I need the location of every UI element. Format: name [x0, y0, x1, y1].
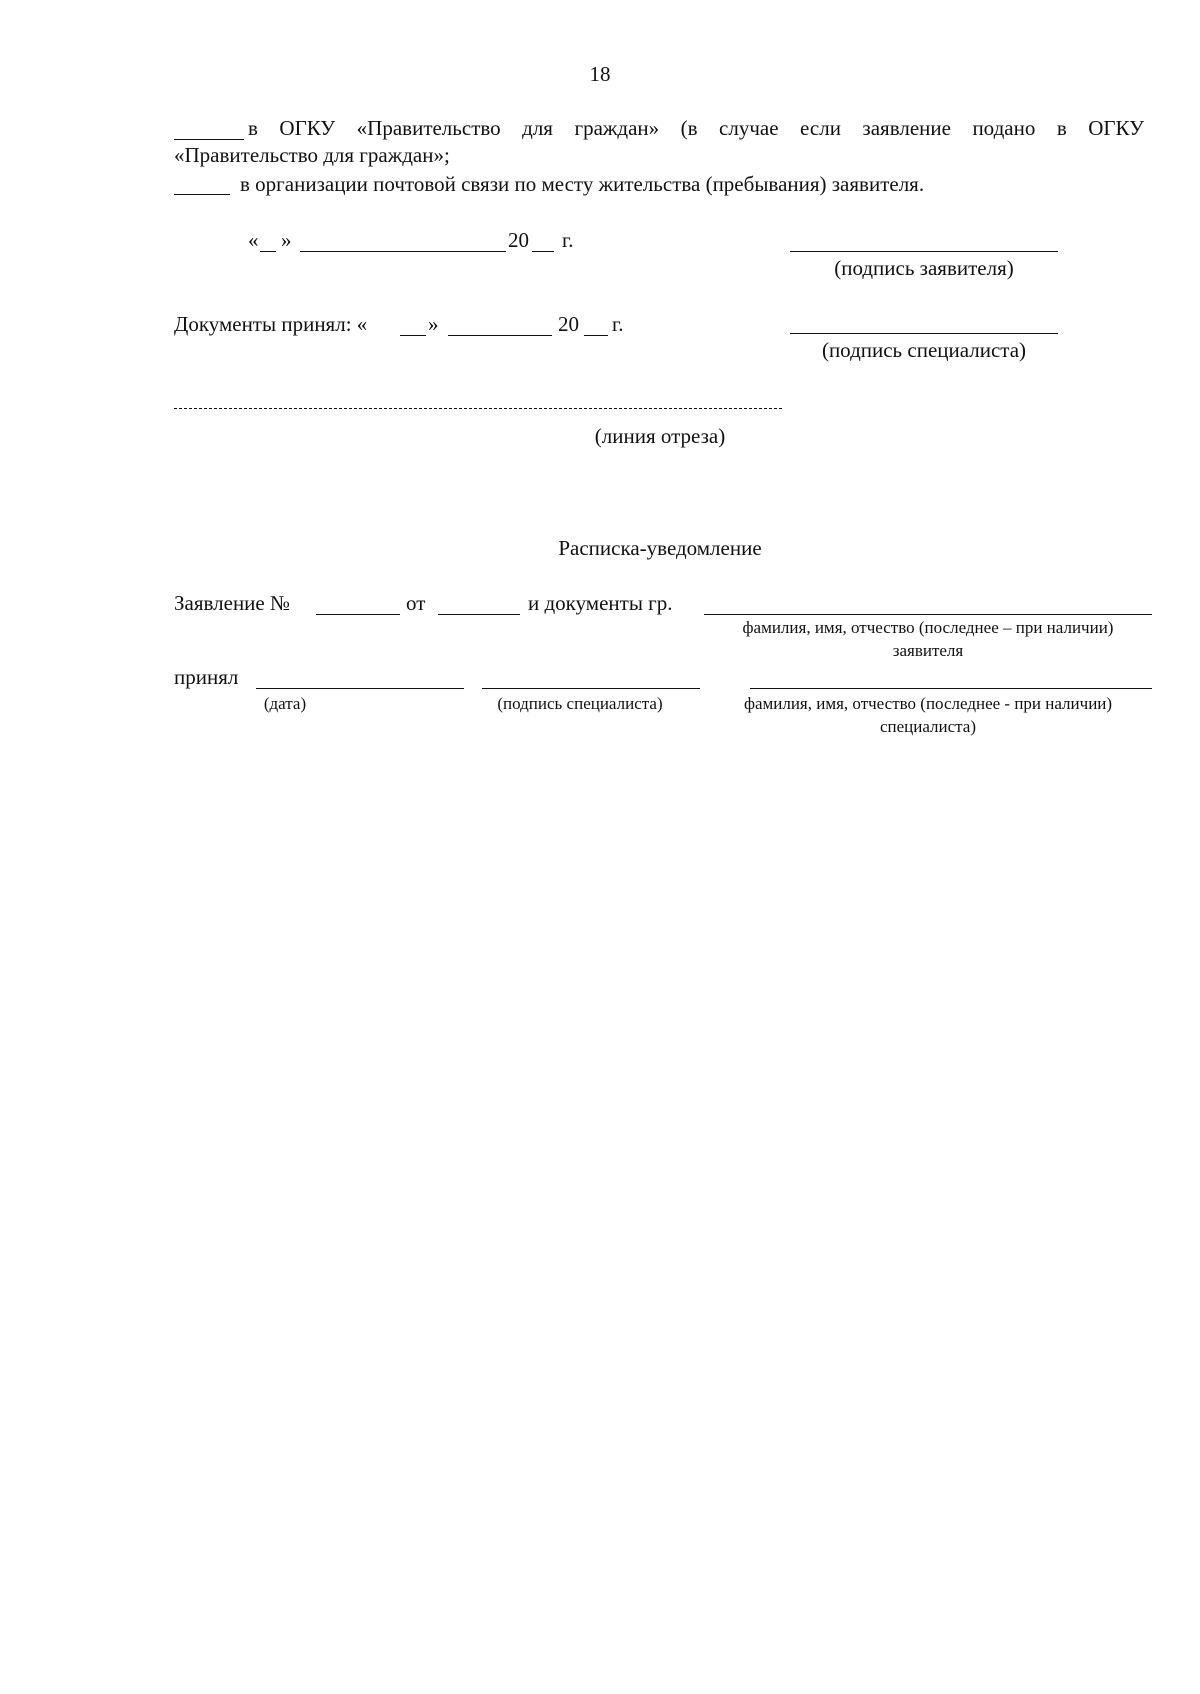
- accepted-by-label: принял: [174, 665, 239, 689]
- statement-number-label: Заявление №: [174, 591, 291, 615]
- cut-line-caption: (линия отреза): [594, 424, 726, 448]
- cut-line: [174, 408, 782, 409]
- applicant-signature-line: [790, 251, 1058, 252]
- accepted-year-blank: [584, 335, 608, 336]
- accepted-signature-caption: (подпись специалиста): [497, 694, 663, 713]
- accepted-year-suffix: г.: [612, 312, 624, 336]
- accepted-date-line: [256, 688, 464, 689]
- specialist-name-line: [750, 688, 1152, 689]
- applicant-year-suffix: г.: [562, 228, 574, 252]
- accepted-date-close: »: [428, 312, 439, 336]
- accepted-year-prefix: 20: [558, 312, 579, 336]
- statement-number-blank: [316, 614, 400, 615]
- accepted-date-caption: (дата): [263, 694, 307, 713]
- specialist-signature-line: [790, 333, 1058, 334]
- accepted-month-blank: [448, 335, 552, 336]
- documents-label: и документы гр.: [528, 591, 673, 615]
- applicant-date-open: «: [248, 228, 259, 252]
- delivery-option-line1: в ОГКУ «Правительство для граждан» (в случае если заявление подано в ОГКУ: [248, 116, 1144, 140]
- statement-date-blank: [438, 614, 520, 615]
- documents-accepted-label: Документы принял: «: [174, 312, 368, 336]
- applicant-date-close: »: [281, 228, 292, 252]
- specialist-signature-caption: (подпись специалиста): [821, 338, 1027, 362]
- applicant-name-caption-1: фамилия, имя, отчество (последнее – при наличии): [742, 618, 1114, 637]
- page-number: 18: [589, 62, 611, 86]
- option-blank-1: [174, 139, 244, 140]
- specialist-name-caption-2: специалиста): [879, 717, 977, 736]
- applicant-name-caption-2: заявителя: [892, 641, 964, 660]
- applicant-year-blank: [532, 251, 554, 252]
- applicant-year-prefix: 20: [508, 228, 529, 252]
- applicant-day-blank: [260, 251, 276, 252]
- option-blank-2: [174, 194, 230, 195]
- delivery-option-line3: в организации почтовой связи по месту жительства (пребывания) заявителя.: [240, 172, 925, 196]
- statement-from-label: от: [406, 591, 426, 615]
- applicant-month-blank: [300, 251, 506, 252]
- applicant-signature-caption: (подпись заявителя): [834, 256, 1014, 280]
- delivery-option-line2: «Правительство для граждан»;: [174, 143, 450, 167]
- specialist-name-caption-1: фамилия, имя, отчество (последнее - при наличии): [743, 694, 1113, 713]
- receipt-title: Расписка-уведомление: [558, 536, 762, 560]
- accepted-signature-line: [482, 688, 700, 689]
- applicant-name-line: [704, 614, 1152, 615]
- accepted-day-blank: [400, 335, 426, 336]
